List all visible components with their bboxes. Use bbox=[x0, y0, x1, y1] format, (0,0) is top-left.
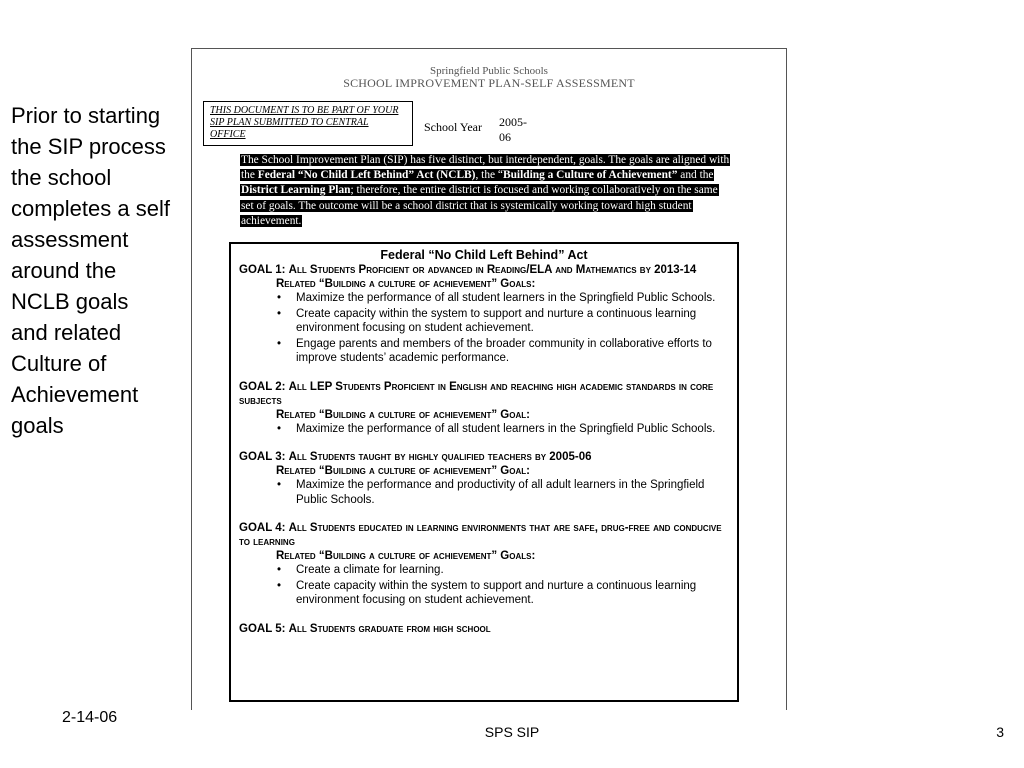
intro-text: The School Improvement Plan (SIP) has five distinct, but interdependent, goals. The goals are aligned with the bbox=[241, 154, 730, 182]
goal-text: All LEP Students Proficient in English and reaching high academic standards in core subjects bbox=[239, 380, 714, 407]
bullet-icon: • bbox=[277, 579, 282, 592]
goal-label: GOAL 1: bbox=[239, 264, 286, 276]
goal-related: Related “Building a culture of achievement” Goals: bbox=[276, 550, 536, 562]
goal-3 bbox=[239, 450, 729, 507]
goal-related: Related “Building a culture of achievement” Goals: bbox=[276, 278, 536, 290]
goals-title: Federal “No Child Left Behind” Act bbox=[380, 248, 588, 262]
school-year-value: 2005-06 bbox=[499, 115, 527, 144]
goal-text: All Students taught by highly qualified teachers by 2005-06 bbox=[288, 451, 592, 463]
goal-text: All Students graduate from high school bbox=[288, 622, 491, 635]
document-title: SCHOOL IMPROVEMENT PLAN-SELF ASSESSMENT bbox=[343, 76, 635, 90]
intro-bold: Federal “No Child Left Behind” Act (NCLB) bbox=[257, 169, 476, 182]
document-header bbox=[192, 65, 786, 89]
slide-footer: SPS SIP bbox=[484, 724, 540, 740]
list-item: • Create capacity within the system to support and nurture a continuous learning environment focusing on student achievement. bbox=[277, 579, 697, 606]
intro-paragraph bbox=[240, 153, 730, 229]
intro-text: and the bbox=[677, 169, 714, 182]
goal-2 bbox=[239, 380, 729, 437]
bullet-icon: • bbox=[277, 479, 282, 491]
slide-body-text: Prior to starting the SIP process the school completes a self assessment around the NCLB goals and related Culture of Achievement goals bbox=[11, 103, 170, 438]
list-item: • Engage parents and members of the broader community in collaborative efforts to improve students’ academic performance. bbox=[277, 337, 712, 364]
slide-date: 2-14-06 bbox=[62, 709, 118, 726]
goal-related: Related “Building a culture of achievement” Goal: bbox=[276, 465, 530, 477]
embedded-document bbox=[191, 48, 787, 710]
intro-bold: Building a Culture of Achievement” bbox=[502, 169, 678, 182]
list-item: • Create a climate for learning. bbox=[277, 564, 444, 576]
goal-4 bbox=[239, 521, 729, 608]
notice-box: THIS DOCUMENT IS TO BE PART OF YOUR SIP PLAN SUBMITTED TO CENTRAL OFFICE bbox=[203, 101, 413, 146]
bullet-icon: • bbox=[277, 307, 282, 320]
intro-text: ; therefore, the entire district is focused and working collaboratively on the same set of goals. The outcome will be a school district that is systemically working toward high student achievement. bbox=[241, 184, 718, 227]
goals-box bbox=[229, 242, 739, 702]
goal-5 bbox=[239, 622, 729, 636]
goal-text: All Students Proficient or advanced in Reading/ELA and Mathematics by 2013-14 bbox=[288, 264, 697, 276]
bullet-icon: • bbox=[277, 564, 282, 576]
list-item: • Maximize the performance and productivity of all adult learners in the Springfield Public Schools. bbox=[277, 479, 705, 506]
bullet-icon: • bbox=[277, 422, 282, 435]
goal-related: Related “Building a culture of achievement” Goal: bbox=[276, 408, 530, 421]
bullet-icon: • bbox=[277, 292, 282, 304]
school-year-label: School Year bbox=[424, 120, 483, 134]
list-item: • Maximize the performance of all student learners in the Springfield Public Schools. bbox=[277, 292, 716, 304]
list-item: • Create capacity within the system to support and nurture a continuous learning environment focusing on student achievement. bbox=[277, 307, 697, 334]
goal-label: GOAL 5: bbox=[239, 622, 286, 635]
slide-page-number: 3 bbox=[996, 724, 1004, 740]
intro-bold: District Learning Plan bbox=[241, 184, 351, 197]
bullet-icon: • bbox=[277, 337, 282, 350]
list-item: • Maximize the performance of all student learners in the Springfield Public Schools. bbox=[277, 422, 716, 435]
document-org: Springfield Public Schools bbox=[430, 65, 548, 77]
intro-text: , the “ bbox=[475, 169, 503, 182]
goal-text: All Students educated in learning environments that are safe, drug-free and conducive to learning bbox=[239, 522, 722, 548]
goal-1 bbox=[239, 263, 729, 366]
goal-label: GOAL 2: bbox=[239, 380, 286, 393]
goal-label: GOAL 3: bbox=[239, 451, 286, 463]
goal-label: GOAL 4: bbox=[239, 522, 286, 534]
school-year bbox=[424, 115, 527, 144]
